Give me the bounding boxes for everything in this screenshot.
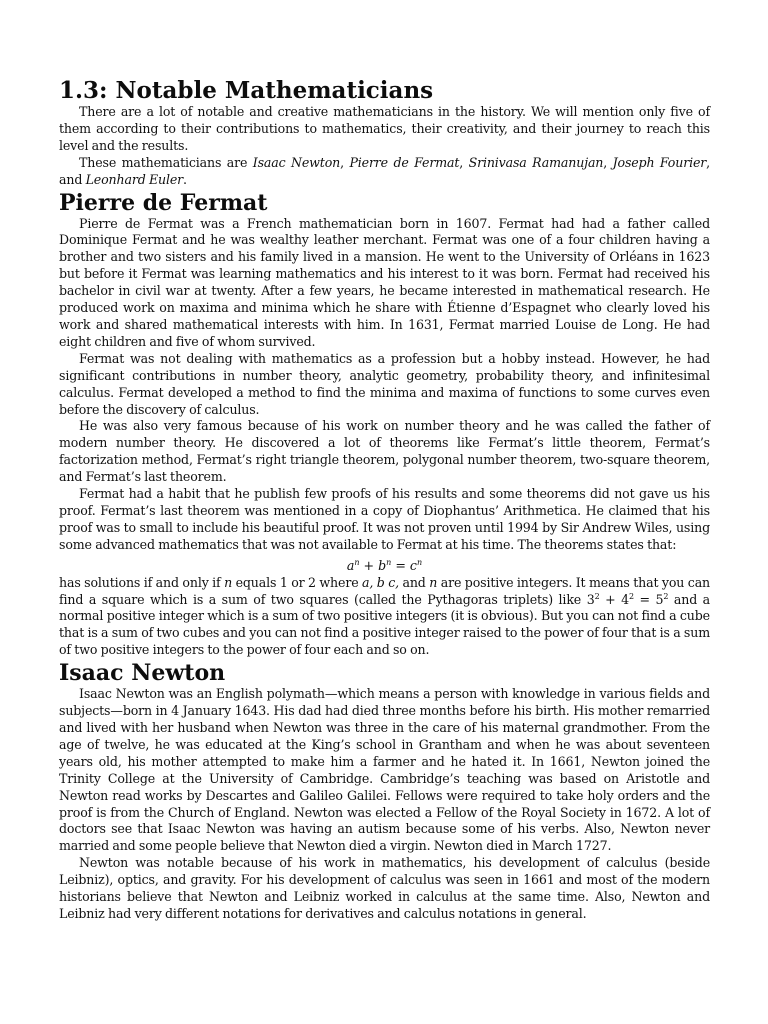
fermat-paragraph-4: Fermat had a habit that he publish few proofs of his results and some theorems did not gave us his proof. Fermat’s last theorem was mentioned in a copy of Diophantus’ Arithmetica. He claimed that his proof was to small to include his beautiful proof. It was not proven until 1994 by Sir Andrew Wiles, using some advanced mathematics that was not available to Fermat at his time. The theorems states that: xyxy=(59,486,710,552)
fermat-last-theorem-equation: $a^n + b^n = c^n$ xyxy=(346,557,423,573)
newton-paragraph-2: Newton was notable because of his work in mathematics, his development of calculus (beside Leibniz), optics, and gravity. For his development of calculus was seen in 1661 and most of the modern historians believe that Newton and Leibniz worked in calculus at the same time. Also, Newton and Leibniz had very different notations for derivatives and calculus notations in general. xyxy=(59,855,710,921)
newton-heading: Isaac Newton xyxy=(59,660,226,687)
intro-paragraph: There are a lot of notable and creative mathematicians in the history. We will mention only five of them according to their contributions to mathematics, their creativity, and their journey to reach this level and the results. xyxy=(59,104,710,153)
fermat-paragraph-3: He was also very famous because of his work on number theory and he was called the father of modern number theory. He discovered a lot of theorems like Fermat’s little theorem, Fermat’s factorization method, Fermat’s right triangle theorem, polygonal number theorem, two-square theorem, and Fermat’s last theorem. xyxy=(59,418,710,485)
pythagorean-example: $3^2 + 4^2 = 5^2$ xyxy=(586,591,669,607)
name-fermat: Pierre de Fermat xyxy=(349,154,460,170)
name-euler: Leonhard Euler xyxy=(85,171,184,187)
name-fourier: Joseph Fourier xyxy=(612,154,707,170)
section-title: 1.3: Notable Mathematicians xyxy=(59,77,434,104)
name-ramanujan: Srinivasa Ramanujan xyxy=(468,154,604,170)
fermat-paragraph-5: has solutions if and only if n equals 1 or 2 where a, b c, and n are positive integers. It means that you can find a square which is a sum of two squares (called the Pythagoras triplets) like $3^2 + 4^2 = 5^2$ and a normal positive integer which is a sum of two positive integers (it is obvious). But you can not find a cube that is a sum of two cubes and you can not find a positive integer raised to the power of four that is a sum of two positive integers to the power of four each and so on. xyxy=(59,574,711,658)
name-newton: Isaac Newton xyxy=(252,154,341,170)
fermat-heading: Pierre de Fermat xyxy=(59,189,268,216)
newton-paragraph-1: Isaac Newton was an English polymath—which means a person with knowledge in various fields and subjects—born in 4 January 1643. His dad had died three months before his birth. His mother remarried and lived with her husband when Newton was three in the care of his maternal grandmother. From the age of twelve, he was educated at the King’s school in Grantham and when he was about seventeen years old, his mother attempted to make him a farmer and he hated it. In 1661, Newton joined the Trinity College at the University of Cambridge. Cambridge’s teaching was based on Aristotle and Newton read works by Descartes and Galileo Galilei. Fellows were required to take holy orders and the proof is from the Church of England. Newton was elected a Fellow of the Royal Society in 1672. A lot of doctors see that Isaac Newton was having an autism because some of his verbs. Also, Newton never married and some people believe that Newton died a virgin. Newton died in March 1727. xyxy=(59,686,710,854)
fermat-paragraph-2: Fermat was not dealing with mathematics as a profession but a hobby instead. However, he had significant contributions in number theory, analytic geometry, probability theory, and infinitesimal calculus. Fermat developed a method to find the minima and maxima of functions to some curves even before the discovery of calculus. xyxy=(59,350,710,417)
fermat-paragraph-1: Pierre de Fermat was a French mathematician born in 1607. Fermat had had a father called Dominique Fermat and he was wealthy leather merchant. Fermat was one of a four children having a brother and two sisters and his family lived in a mansion. He went to the University of Orléans in 1623 but before it Fermat was learning mathematics and his interest to it was born. Fermat had received his bachelor in civil war at twenty. After a few years, he became interested in mathematical research. He produced work on maxima and minima which he share with Étienne d’Espagnet who clearly loved his work and shared mathematical interests with him. In 1631, Fermat married Louise de Long. He had eight children and five of whom survived. xyxy=(59,215,710,349)
mathematicians-list-paragraph: These mathematicians are Isaac Newton, Pierre de Fermat, Srinivasa Ramanujan, Joseph Fourier, and Leonhard Euler. xyxy=(59,154,710,187)
